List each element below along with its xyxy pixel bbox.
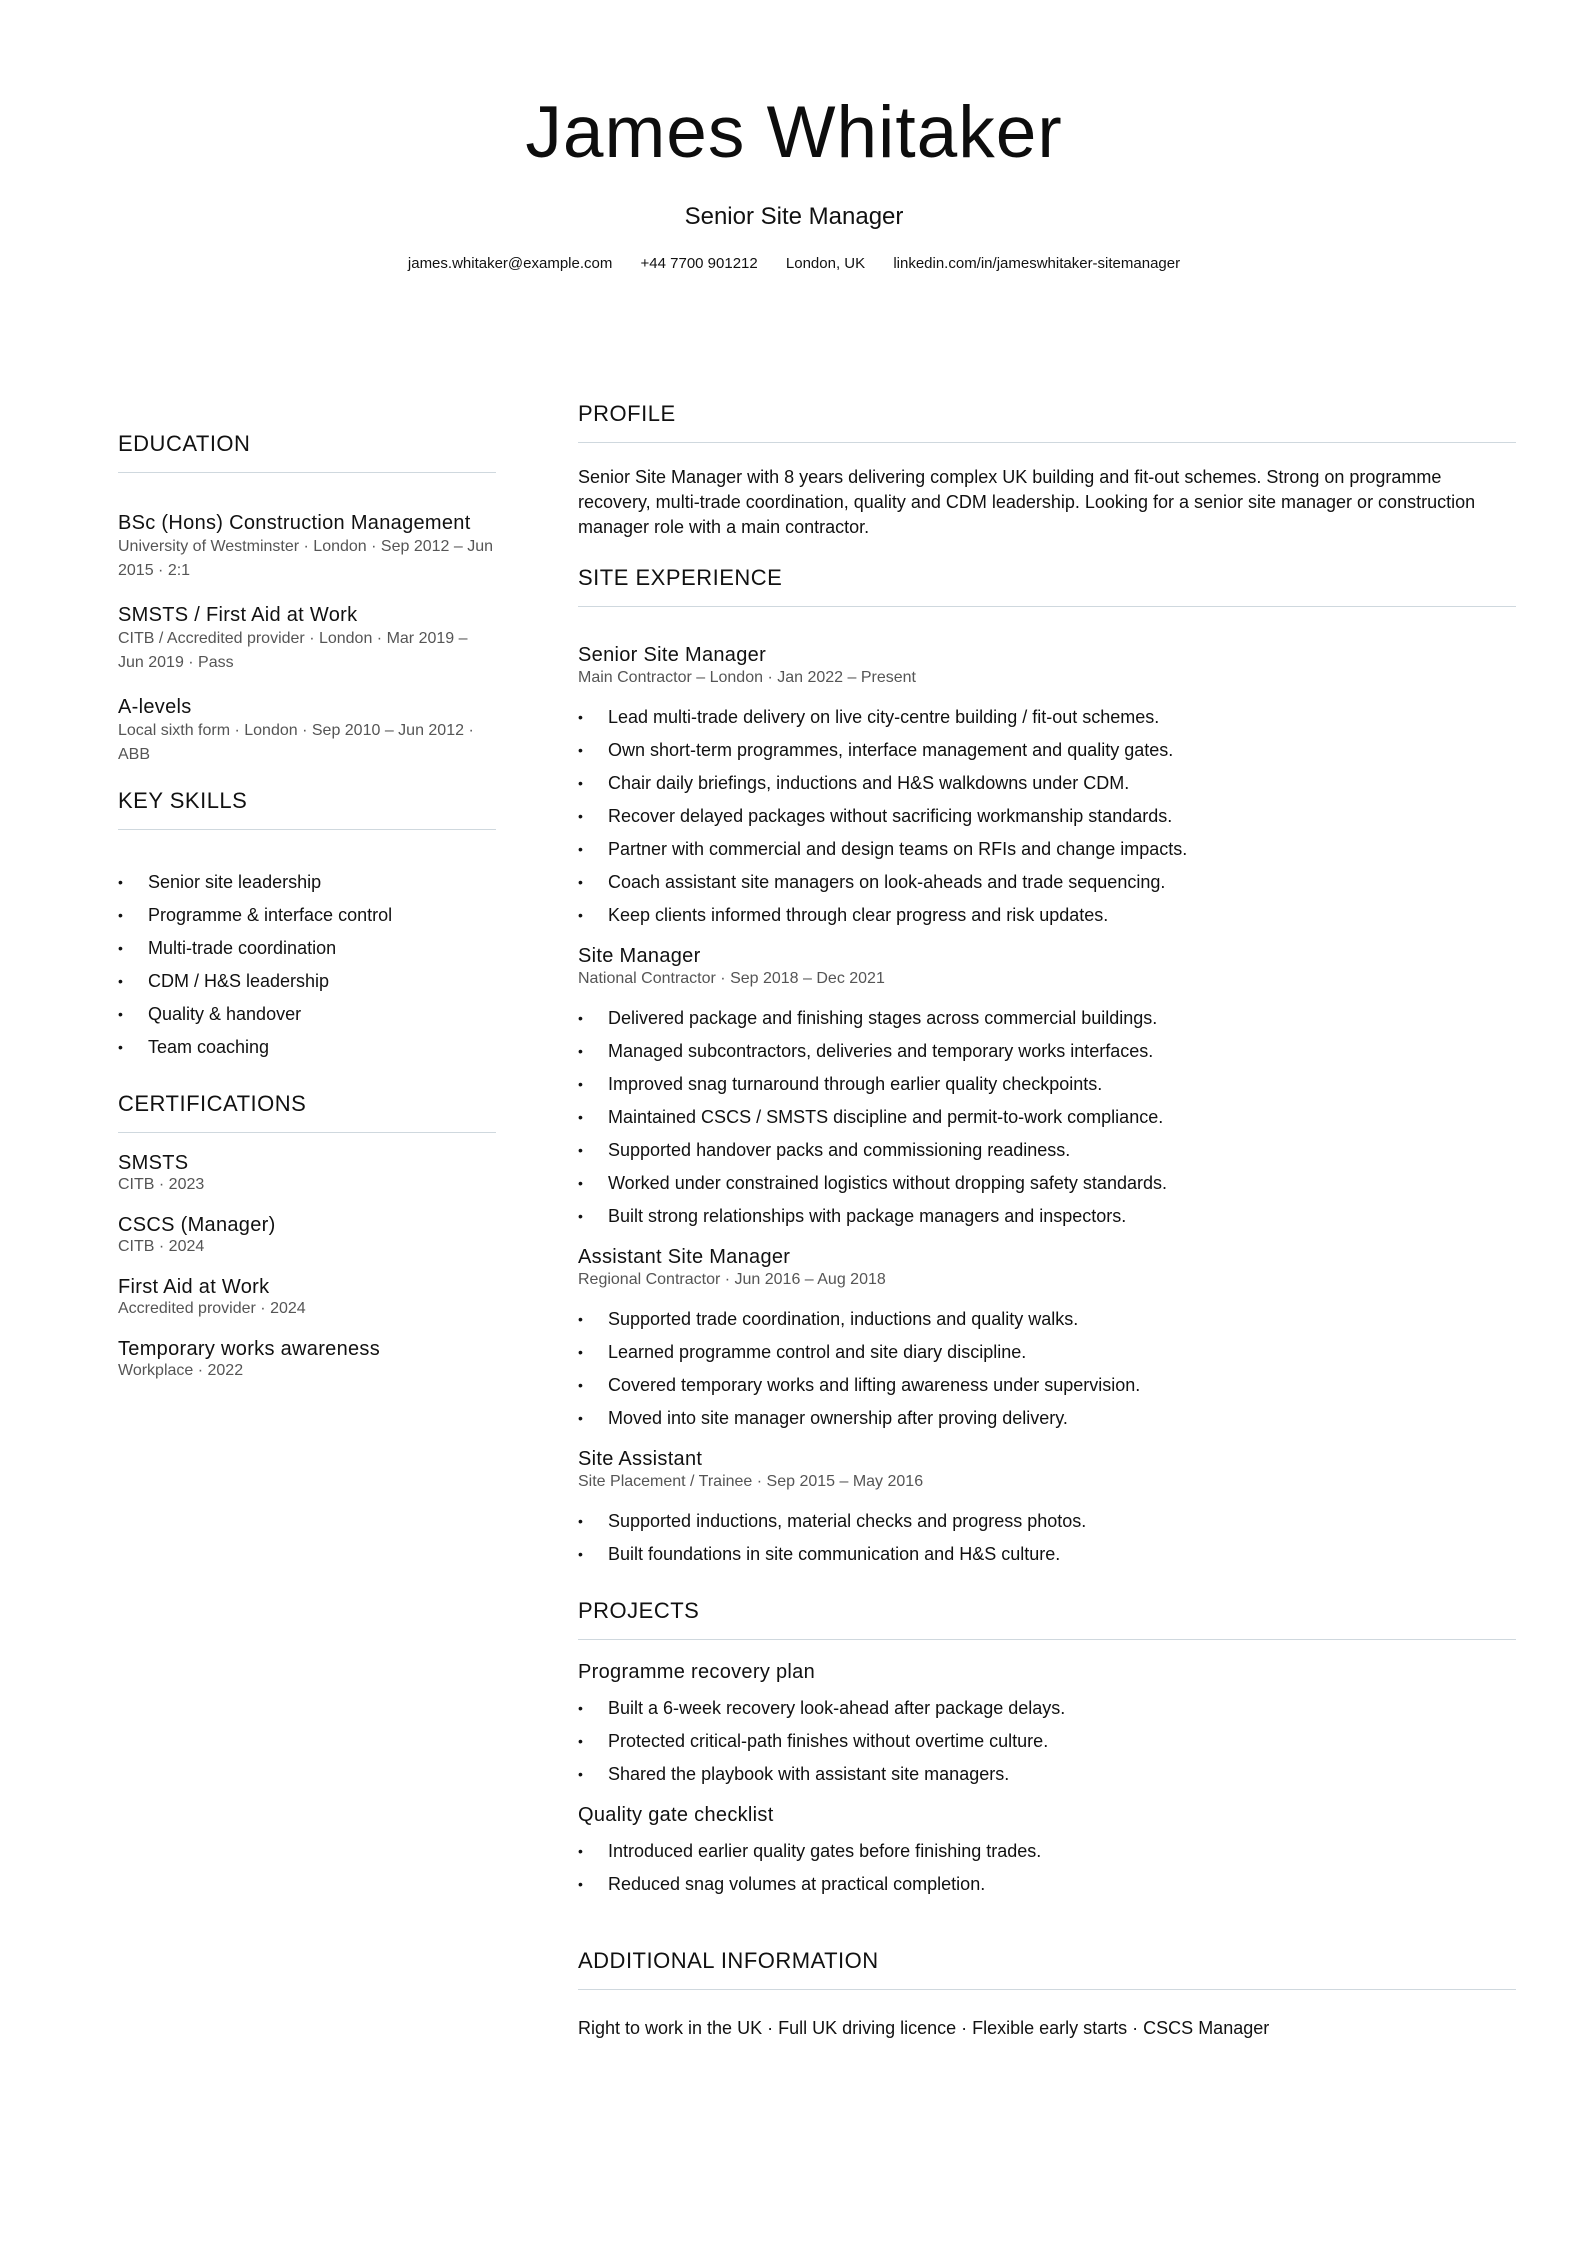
project-entry xyxy=(578,1803,1516,1901)
project-bullets xyxy=(578,1692,1516,1791)
job-bullets xyxy=(578,1505,1516,1571)
section-divider xyxy=(578,606,1516,607)
job-entry xyxy=(578,944,1516,1233)
section-divider xyxy=(118,1132,496,1133)
project-bullets xyxy=(578,1835,1516,1901)
job-bullet: • Keep clients informed through clear progress and risk updates. xyxy=(578,899,1516,932)
job-bullets xyxy=(578,701,1516,932)
job-bullet: • Supported trade coordination, inductions and quality walks. xyxy=(578,1303,1516,1336)
section-divider xyxy=(578,1989,1516,1990)
education-item xyxy=(118,511,496,583)
contact-line xyxy=(0,254,1588,274)
additional-info: Right to work in the UK · Full UK driving licence · Flexible early starts · CSCS Manager xyxy=(578,2018,1270,2038)
certifications-section xyxy=(118,1090,496,1381)
job-bullet: • Recover delayed packages without sacrificing workmanship standards. xyxy=(578,800,1516,833)
skill-item: • Team coaching xyxy=(118,1031,496,1064)
job-bullets xyxy=(578,1303,1516,1435)
skill-item: • Programme & interface control xyxy=(118,899,496,932)
certification-title: First Aid at Work xyxy=(118,1276,270,1298)
project-bullet: • Reduced snag volumes at practical completion. xyxy=(578,1868,1516,1901)
section-divider xyxy=(118,829,496,830)
education-title: BSc (Hons) Construction Management xyxy=(118,512,471,534)
job-bullet: • Covered temporary works and lifting awareness under supervision. xyxy=(578,1369,1516,1402)
certification-title: CSCS (Manager) xyxy=(118,1214,276,1236)
job-bullet: • Moved into site manager ownership after proving delivery. xyxy=(578,1402,1516,1435)
job-bullet: • Own short-term programmes, interface management and quality gates. xyxy=(578,734,1516,767)
left-column xyxy=(118,430,496,1399)
project-title: Programme recovery plan xyxy=(578,1661,815,1683)
section-heading: PROJECTS xyxy=(578,1598,700,1623)
job-title: Senior Site Manager xyxy=(578,644,767,666)
section-heading: KEY SKILLS xyxy=(118,788,248,813)
project-entry xyxy=(578,1660,1516,1791)
certification-item xyxy=(118,1213,496,1257)
project-bullet: • Built a 6-week recovery look-ahead after package delays. xyxy=(578,1692,1516,1725)
job-bullet: • Coach assistant site managers on look-aheads and trade sequencing. xyxy=(578,866,1516,899)
job-bullet: • Built strong relationships with package managers and inspectors. xyxy=(578,1200,1516,1233)
resume-header xyxy=(0,88,1588,274)
job-bullet: • Chair daily briefings, inductions and H&S walkdowns under CDM. xyxy=(578,767,1516,800)
job-entry xyxy=(578,1245,1516,1435)
education-section xyxy=(118,430,496,767)
certification-title: Temporary works awareness xyxy=(118,1338,381,1360)
candidate-title: Senior Site Manager xyxy=(684,203,904,230)
contact-phone[interactable]: +44 7700 901212 xyxy=(640,255,758,272)
job-bullet: • Worked under constrained logistics without dropping safety standards. xyxy=(578,1167,1516,1200)
profile-summary: Senior Site Manager with 8 years delivering complex UK building and fit-out schemes. Strong on programme recovery, multi-trade coordination, quality and CDM leadership. Looking for a senior site manager or construction manager role with a main contractor. xyxy=(578,467,1476,537)
project-bullet: • Introduced earlier quality gates before finishing trades. xyxy=(578,1835,1516,1868)
certification-item xyxy=(118,1151,496,1195)
education-title: A-levels xyxy=(118,696,192,718)
additional-section xyxy=(578,1947,1516,2041)
certification-details: CITB · 2024 xyxy=(118,1238,205,1255)
job-bullet: • Delivered package and finishing stages across commercial buildings. xyxy=(578,1002,1516,1035)
section-heading: SITE EXPERIENCE xyxy=(578,565,783,590)
job-bullet: • Lead multi-trade delivery on live city-centre building / fit-out schemes. xyxy=(578,701,1516,734)
job-employer-dates: National Contractor · Sep 2018 – Dec 2021 xyxy=(578,970,885,987)
job-employer-dates: Main Contractor – London · Jan 2022 – Present xyxy=(578,669,916,686)
skill-item: • CDM / H&S leadership xyxy=(118,965,496,998)
job-title: Assistant Site Manager xyxy=(578,1246,791,1268)
certification-details: Workplace · 2022 xyxy=(118,1362,244,1379)
certification-details: Accredited provider · 2024 xyxy=(118,1300,306,1317)
job-bullet: • Built foundations in site communication and H&S culture. xyxy=(578,1538,1516,1571)
education-details: Local sixth form · London · Sep 2010 – Jun 2012 · ABB xyxy=(118,722,474,763)
section-divider xyxy=(578,1639,1516,1640)
section-heading: EDUCATION xyxy=(118,431,251,456)
job-title: Site Assistant xyxy=(578,1448,703,1470)
certification-details: CITB · 2023 xyxy=(118,1176,205,1193)
certification-title: SMSTS xyxy=(118,1152,189,1174)
job-bullet: • Managed subcontractors, deliveries and temporary works interfaces. xyxy=(578,1035,1516,1068)
certification-item xyxy=(118,1275,496,1319)
job-bullet: • Learned programme control and site diary discipline. xyxy=(578,1336,1516,1369)
certification-item xyxy=(118,1337,496,1381)
job-title: Site Manager xyxy=(578,945,701,967)
contact-linkedin[interactable]: linkedin.com/in/jameswhitaker-sitemanager xyxy=(893,255,1181,272)
contact-email[interactable]: james.whitaker@example.com xyxy=(407,255,613,272)
skill-item: • Quality & handover xyxy=(118,998,496,1031)
job-bullet: • Maintained CSCS / SMSTS discipline and permit-to-work compliance. xyxy=(578,1101,1516,1134)
skill-item: • Senior site leadership xyxy=(118,866,496,899)
contact-location: London, UK xyxy=(785,255,866,272)
profile-section xyxy=(578,400,1516,540)
job-bullet: • Improved snag turnaround through earlier quality checkpoints. xyxy=(578,1068,1516,1101)
section-heading: ADDITIONAL INFORMATION xyxy=(578,1948,879,1973)
section-heading: CERTIFICATIONS xyxy=(118,1091,307,1116)
job-entry xyxy=(578,643,1516,932)
candidate-name: James Whitaker xyxy=(525,92,1063,173)
education-details: University of Westminster · London · Sep 2012 – Jun 2015 · 2:1 xyxy=(118,538,493,579)
education-details: CITB / Accredited provider · London · Mar 2019 – Jun 2019 · Pass xyxy=(118,630,468,671)
education-item xyxy=(118,603,496,675)
job-employer-dates: Regional Contractor · Jun 2016 – Aug 2018 xyxy=(578,1271,886,1288)
skill-item: • Multi-trade coordination xyxy=(118,932,496,965)
projects-section xyxy=(578,1597,1516,1901)
experience-section xyxy=(578,564,1516,1571)
section-heading: PROFILE xyxy=(578,401,676,426)
skills-list xyxy=(118,866,496,1064)
job-bullet: • Supported inductions, material checks and progress photos. xyxy=(578,1505,1516,1538)
education-item xyxy=(118,695,496,767)
right-column xyxy=(578,400,1516,2041)
job-bullets xyxy=(578,1002,1516,1233)
project-bullet: • Shared the playbook with assistant site managers. xyxy=(578,1758,1516,1791)
job-bullet: • Supported handover packs and commissioning readiness. xyxy=(578,1134,1516,1167)
project-bullet: • Protected critical-path finishes without overtime culture. xyxy=(578,1725,1516,1758)
section-divider xyxy=(118,472,496,473)
job-entry xyxy=(578,1447,1516,1571)
job-bullet: • Partner with commercial and design teams on RFIs and change impacts. xyxy=(578,833,1516,866)
education-title: SMSTS / First Aid at Work xyxy=(118,604,358,626)
project-title: Quality gate checklist xyxy=(578,1804,774,1826)
section-divider xyxy=(578,442,1516,443)
skills-section xyxy=(118,787,496,1064)
job-employer-dates: Site Placement / Trainee · Sep 2015 – May 2016 xyxy=(578,1473,924,1490)
